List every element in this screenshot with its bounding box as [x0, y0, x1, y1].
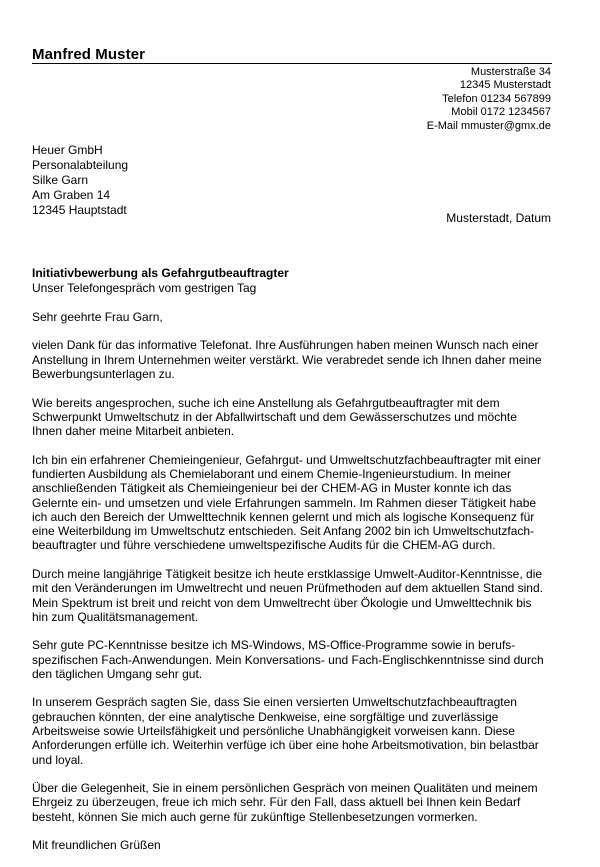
salutation: Sehr geehrte Frau Garn, [32, 310, 163, 324]
text-line: und loyal. [32, 752, 84, 767]
text-line: Über die Gelegenheit, Sie in einem persönlichen Gespräch von meinen Qualitäten und meinem [32, 781, 538, 796]
text-line: Schwerpunkt Umweltschutz in der Abfallwirtschaft und dem Gewässerschutzes und möchte [32, 409, 517, 424]
recipient-address [32, 143, 128, 218]
letter-body [32, 310, 552, 867]
paragraph-7 [32, 781, 552, 824]
sender-mobile: Mobil 0172 1234567 [451, 106, 551, 119]
text-line: eine Weiterbildung im Umweltschutz entschieden. Seit Anfang 2002 bin ich Umweltschutzfach- [32, 524, 535, 539]
text-line: Ihnen daher meine Mitarbeit anbieten. [32, 424, 235, 439]
text-line: vielen Dank für das informative Telefonat. Ihre Ausführungen haben meinen Wunsch nach einer [32, 338, 539, 353]
recipient-city: 12345 Hauptstadt [32, 203, 127, 217]
recipient-company: Heuer GmbH [32, 143, 103, 157]
sender-street: Musterstraße 34 [470, 66, 551, 78]
paragraph-4 [32, 567, 552, 624]
recipient-department: Personalabteilung [32, 158, 129, 172]
closing: Mit freundlichen Grüßen [32, 838, 161, 853]
text-line: spezifischen Fach-Anwendungen. Mein Konversations- und Fach-Englischkenntnisse sind durch [32, 652, 544, 667]
text-line: Bewerbungsunterlagen zu. [32, 367, 175, 382]
text-line: beauftragter und führe verschiedene umweltspezifische Audits für die CHEM-AG durch. [32, 538, 496, 553]
place-date: Musterstadt, Datum [446, 211, 551, 225]
text-line: Wie bereits angesprochen, suche ich eine Anstellung als Gefahrgutbeauftragter mit dem [32, 395, 500, 410]
text-line: Gelernte ein- und umsetzen und viele Erfahrungen sammeln. Im Rahmen dieser Tätigkeit habe [32, 495, 537, 510]
text-line: Anforderungen erfülle ich. Weiterhin verfüge ich über eine hohe Arbeitsmotivation, bin belastbar [32, 738, 539, 753]
text-line: mit den Veränderungen im Umweltrecht und neuen Prüfmethoden auf dem aktuellen Stand sind. [32, 581, 543, 596]
subject-line: Initiativbewerbung als Gefahrgutbeauftragter [32, 266, 289, 280]
text-line: In unserem Gespräch sagten Sie, dass Sie einen versierten Umweltschutzfachbeauftragten [32, 695, 517, 710]
sender-name: Manfred Muster [32, 46, 146, 63]
text-line: den täglichen Umgang sehr gut. [32, 666, 203, 681]
text-line: Ich bin ein erfahrener Chemieingenieur, Gefahrgut- und Umweltschutzfachbeauftragter mit einer [32, 452, 541, 467]
subject-block [32, 266, 289, 296]
text-line: Anstellung in Ihrem Unternehmen weiter verstärkt. Wie verabredet sende ich Ihnen daher meine [32, 352, 542, 367]
paragraph-1 [32, 338, 552, 381]
text-line: Durch meine langjährige Tätigkeit besitze ich heute erstklassige Umwelt-Auditor-Kenntnisse, die [32, 566, 543, 581]
recipient-person: Silke Garn [32, 173, 89, 187]
text-line: Sehr gute PC-Kenntnisse besitze ich MS-Windows, MS-Office-Programme sowie in berufs- [32, 638, 516, 653]
text-line: fundierten Ausbildung als Chemielaborant und einem Chemie-Ingenieurstudium. In meiner [32, 466, 511, 481]
text-line: ich auch den Bereich der Umwelttechnik kennen gelernt und mich als logische Konsequenz für [32, 509, 535, 524]
text-line: Ehrgeiz zu überzeugen, freue ich mich sehr. Für den Fall, dass aktuell bei Ihnen kein Bedarf [32, 795, 521, 810]
sender-phone: Telefon 01234 567899 [442, 92, 551, 105]
paragraph-6 [32, 695, 552, 766]
header-rule [32, 63, 552, 64]
reference-line: Unser Telefongespräch vom gestrigen Tag [32, 281, 257, 295]
text-line: Mein Spektrum ist breit und reicht von dem Umweltrecht über Ökologie und Umwelttechnik bis [32, 595, 532, 610]
paragraph-3 [32, 453, 552, 553]
sender-city: 12345 Musterstadt [459, 79, 551, 92]
text-line: Arbeitsweise sowie Urteilsfähigkeit und persönliche Unabhängigkeit vorweisen kann. Diese [32, 723, 515, 738]
sender-email: E-Mail mmuster@gmx.de [426, 119, 551, 132]
text-line: gebrauchen könnten, der eine analytische Denkweise, eine sorgfältige und zuverlässige [32, 709, 499, 724]
text-line: anschließenden Tätigkeit als Chemieingenieur bei der CHEM-AG in Muster konnte ich das [32, 481, 512, 496]
paragraph-5 [32, 638, 552, 681]
sender-address [427, 66, 551, 133]
paragraph-2 [32, 396, 552, 439]
text-line: hin zum Qualitätsmanagement. [32, 609, 199, 624]
text-line: besteht, können Sie mich auch gerne für zukünftige Stellenbesetzungen vormerken. [32, 809, 478, 824]
recipient-street: Am Graben 14 [32, 188, 111, 202]
